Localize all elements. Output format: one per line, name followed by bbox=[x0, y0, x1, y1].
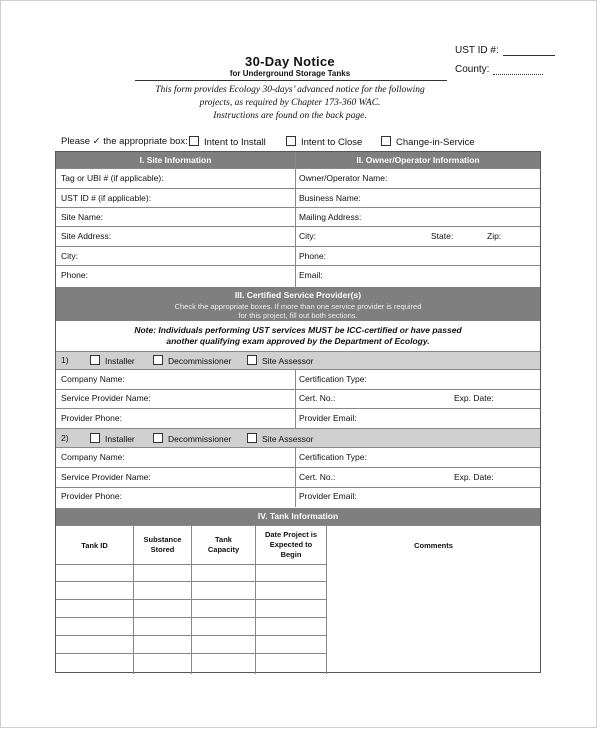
description-line-3: Instructions are found on the back page. bbox=[213, 111, 367, 121]
date-header-line-3: Begin bbox=[280, 550, 302, 559]
change-in-service-option[interactable] bbox=[381, 136, 475, 148]
notice-form bbox=[55, 151, 541, 673]
change-in-service-label: Change-in-Service bbox=[396, 137, 475, 148]
mailing-address-field[interactable]: Mailing Address: bbox=[299, 212, 362, 222]
certification-note-2: another qualifying exam approved by the Department of Ecology. bbox=[166, 336, 430, 346]
date-header-line-2: Expected to bbox=[269, 540, 313, 549]
owner-email-field[interactable]: Email: bbox=[299, 270, 323, 280]
date-header-line-1: Date Project is bbox=[264, 530, 318, 539]
provider-1-certification-type-field[interactable]: Certification Type: bbox=[299, 374, 367, 384]
capacity-header-line-1: Tank bbox=[215, 535, 232, 544]
provider-2-company-name-field[interactable]: Company Name: bbox=[61, 452, 125, 462]
provider-2-phone-field[interactable]: Provider Phone: bbox=[61, 491, 122, 501]
provider-1-service-provider-name-field[interactable]: Service Provider Name: bbox=[61, 393, 151, 403]
site-phone-field[interactable]: Phone: bbox=[61, 270, 88, 280]
county-label: County: bbox=[455, 64, 490, 75]
owner-city-field[interactable]: City: bbox=[299, 231, 316, 241]
provider-2-installer-checkbox[interactable] bbox=[90, 433, 100, 443]
intent-to-install-option[interactable] bbox=[189, 136, 266, 148]
provider-2-installer-label: Installer bbox=[105, 434, 135, 444]
provider-2-site-assessor-option[interactable] bbox=[247, 433, 314, 444]
provider-1-decommissioner-label: Decommissioner bbox=[168, 356, 232, 366]
ust-id-field[interactable] bbox=[455, 45, 555, 56]
owner-operator-name-field[interactable]: Owner/Operator Name: bbox=[299, 173, 388, 183]
provider-1-site-assessor-label: Site Assessor bbox=[262, 356, 314, 366]
service-provider-subtitle-1: Check the appropriate boxes. If more than one service provider is required bbox=[174, 302, 422, 311]
provider-2-exp-date-field[interactable]: Exp. Date: bbox=[454, 472, 494, 482]
provider-1-exp-date-field[interactable]: Exp. Date: bbox=[454, 393, 494, 403]
tank-information-header: IV. Tank Information bbox=[56, 508, 540, 525]
intent-to-close-option[interactable] bbox=[286, 136, 362, 148]
provider-1-installer-label: Installer bbox=[105, 356, 135, 366]
provider-1-company-name-field[interactable]: Company Name: bbox=[61, 374, 125, 384]
substance-header-line-1: Substance bbox=[143, 535, 182, 544]
site-tag-ubi-field[interactable]: Tag or UBI # (if applicable): bbox=[61, 173, 164, 183]
service-provider-header bbox=[56, 287, 540, 321]
provider-2-cert-no-field[interactable]: Cert. No.: bbox=[299, 472, 336, 482]
site-name-field[interactable]: Site Name: bbox=[61, 212, 104, 222]
description-line-1: This form provides Ecology 30-days’ advanced notice for the following bbox=[155, 85, 425, 95]
provider-2-installer-option[interactable] bbox=[90, 433, 135, 444]
tank-id-header-text: Tank ID bbox=[81, 541, 108, 550]
provider-2-site-assessor-label: Site Assessor bbox=[262, 434, 314, 444]
provider-2-certification-type-field[interactable]: Certification Type: bbox=[299, 452, 367, 462]
comments-header-text: Comments bbox=[414, 541, 453, 550]
ust-id-label: UST ID #: bbox=[455, 45, 499, 56]
provider-1-installer-checkbox[interactable] bbox=[90, 355, 100, 365]
form-description bbox=[135, 84, 445, 123]
provider-1-site-assessor-option[interactable] bbox=[247, 355, 314, 366]
provider-1-number: 1) bbox=[61, 355, 69, 365]
ust-id-input-line[interactable] bbox=[503, 46, 555, 56]
form-subtitle: for Underground Storage Tanks bbox=[229, 69, 351, 78]
owner-zip-field[interactable]: Zip: bbox=[487, 231, 502, 241]
provider-1-decommissioner-checkbox[interactable] bbox=[153, 355, 163, 365]
tank-id-column-header bbox=[56, 541, 133, 551]
capacity-header-line-2: Capacity bbox=[207, 545, 240, 554]
intent-to-install-label: Intent to Install bbox=[204, 137, 266, 148]
comments-area[interactable] bbox=[327, 564, 540, 672]
description-line-2: projects, as required by Chapter 173-360 WAC. bbox=[199, 98, 381, 108]
owner-operator-header: II. Owner/Operator Information bbox=[296, 152, 540, 168]
date-project-begin-column-header bbox=[256, 530, 326, 560]
change-in-service-checkbox[interactable] bbox=[381, 136, 391, 146]
service-provider-subtitle-2: for this project, fill out both sections. bbox=[238, 311, 358, 320]
intent-to-install-checkbox[interactable] bbox=[189, 136, 199, 146]
comments-column-header bbox=[327, 541, 540, 551]
provider-1-site-assessor-checkbox[interactable] bbox=[247, 355, 257, 365]
tank-table-rows[interactable] bbox=[56, 564, 326, 672]
provider-2-site-assessor-checkbox[interactable] bbox=[247, 433, 257, 443]
intent-to-close-checkbox[interactable] bbox=[286, 136, 296, 146]
tank-capacity-column-header bbox=[192, 535, 255, 555]
county-field[interactable] bbox=[455, 64, 543, 75]
business-name-field[interactable]: Business Name: bbox=[299, 193, 361, 203]
provider-1-email-field[interactable]: Provider Email: bbox=[299, 413, 357, 423]
provider-2-email-field[interactable]: Provider Email: bbox=[299, 491, 357, 501]
provider-1-decommissioner-option[interactable] bbox=[153, 355, 231, 366]
provider-2-decommissioner-option[interactable] bbox=[153, 433, 231, 444]
form-title: 30-Day Notice bbox=[245, 54, 335, 69]
provider-1-phone-field[interactable]: Provider Phone: bbox=[61, 413, 122, 423]
substance-header-line-2: Stored bbox=[150, 545, 175, 554]
provider-1-cert-no-field[interactable]: Cert. No.: bbox=[299, 393, 336, 403]
service-provider-title: III. Certified Service Provider(s) bbox=[234, 290, 362, 300]
provider-2-decommissioner-checkbox[interactable] bbox=[153, 433, 163, 443]
notice-type-prompt: Please ✓ the appropriate box: bbox=[61, 136, 188, 147]
intent-to-close-label: Intent to Close bbox=[301, 137, 363, 148]
certification-note-1: Note: Individuals performing UST services MUST be ICC-certified or have passed bbox=[134, 325, 462, 335]
site-ust-id-field[interactable]: UST ID # (if applicable): bbox=[61, 193, 152, 203]
provider-1-installer-option[interactable] bbox=[90, 355, 135, 366]
county-input-line[interactable] bbox=[493, 65, 543, 75]
site-city-field[interactable]: City: bbox=[61, 251, 78, 261]
provider-2-number: 2) bbox=[61, 433, 69, 443]
provider-2-service-provider-name-field[interactable]: Service Provider Name: bbox=[61, 472, 151, 482]
substance-stored-column-header bbox=[134, 535, 191, 555]
provider-2-decommissioner-label: Decommissioner bbox=[168, 434, 232, 444]
owner-phone-field[interactable]: Phone: bbox=[299, 251, 326, 261]
site-information-header: I. Site Information bbox=[56, 152, 295, 168]
site-address-field[interactable]: Site Address: bbox=[61, 231, 112, 241]
owner-state-field[interactable]: State: bbox=[431, 231, 454, 241]
title-divider bbox=[135, 80, 447, 81]
